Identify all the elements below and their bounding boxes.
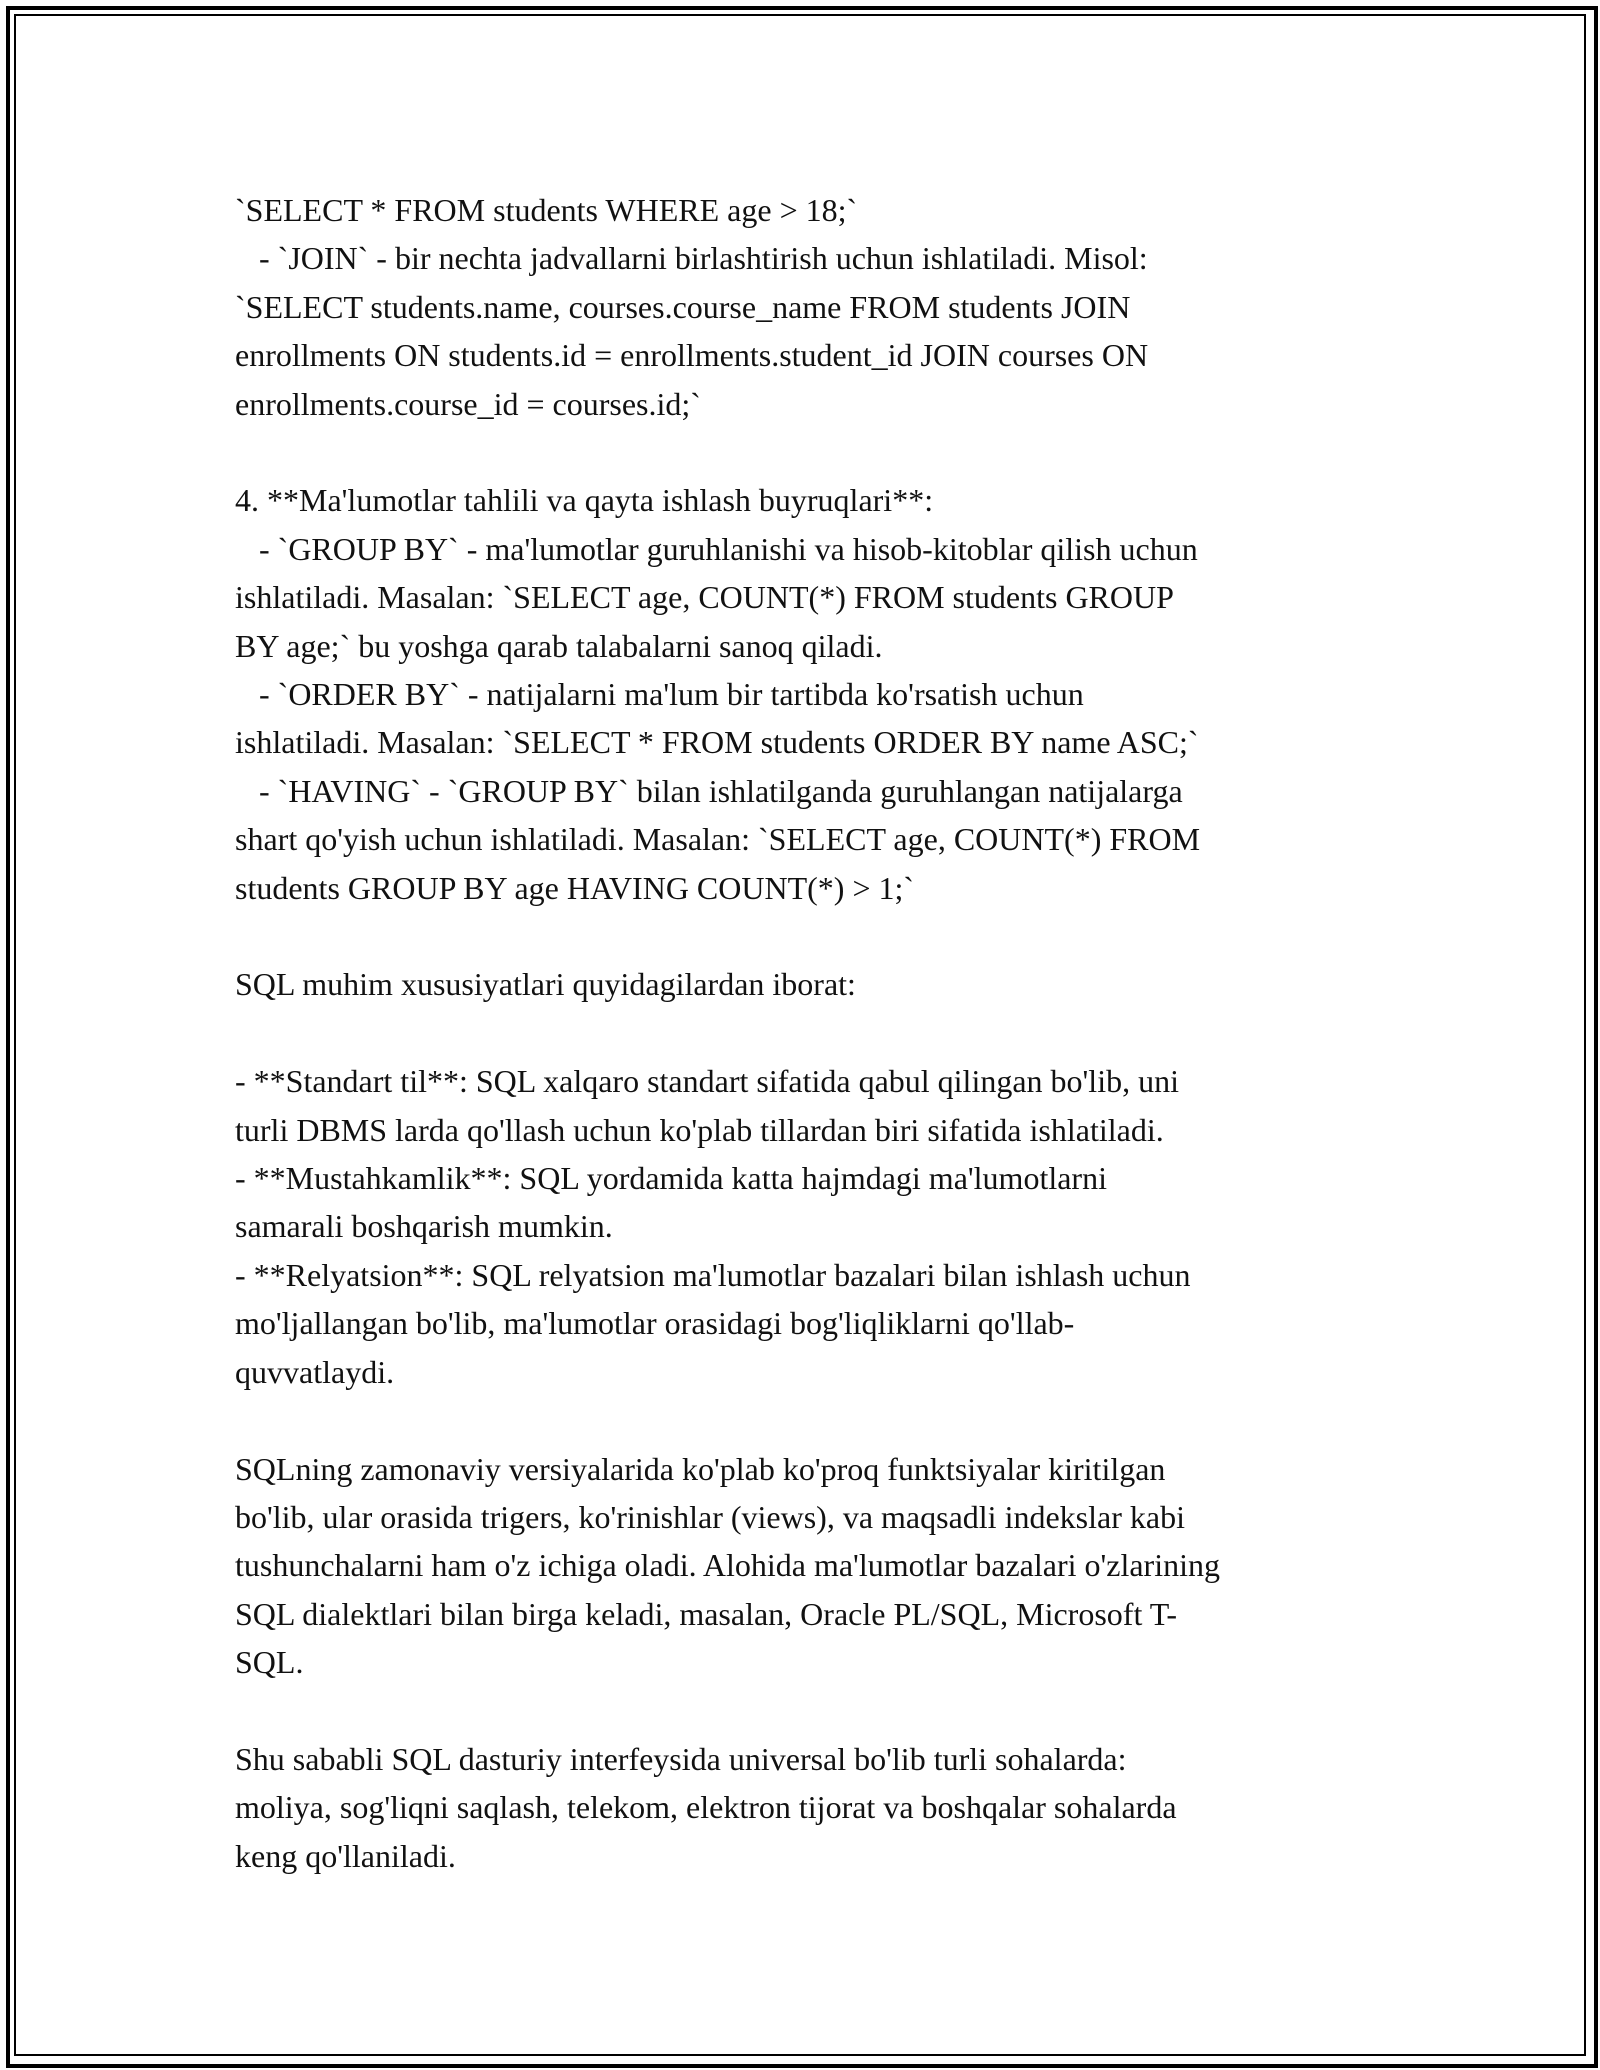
text-line: tushunchalarni ham o'z ichiga oladi. Alohida ma'lumotlar bazalari o'zlarining <box>235 1547 1220 1584</box>
blank-line <box>235 1009 1385 1057</box>
text-line: moliya, sog'liqni saqlash, telekom, elektron tijorat va boshqalar sohalarda <box>235 1789 1177 1826</box>
text-line: ishlatiladi. Masalan: `SELECT * FROM students ORDER BY name ASC;` <box>235 724 1199 761</box>
text-line: - `JOIN` - bir nechta jadvallarni birlashtirish uchun ishlatiladi. Misol: <box>235 240 1148 277</box>
text-line: - **Relyatsion**: SQL relyatsion ma'lumotlar bazalari bilan ishlash uchun <box>235 1256 1191 1293</box>
text-line: `SELECT students.name, courses.course_name FROM students JOIN <box>235 288 1131 325</box>
text-line: students GROUP BY age HAVING COUNT(*) > 1;` <box>235 869 915 906</box>
blank-line <box>235 428 1385 476</box>
text-line: Shu sababli SQL dasturiy interfeysida universal bo'lib turli sohalarda: <box>235 1740 1127 1777</box>
text-line: quvvatlaydi. <box>235 1353 395 1390</box>
text-line: - `ORDER BY` - natijalarni ma'lum bir tartibda ko'rsatish uchun <box>235 676 1084 713</box>
text-line: SQLning zamonaviy versiyalarida ko'plab ko'proq funktsiyalar kiritilgan <box>235 1450 1166 1487</box>
blank-line <box>235 1396 1385 1444</box>
text-line: keng qo'llaniladi. <box>235 1837 456 1874</box>
text-line: mo'ljallangan bo'lib, ma'lumotlar orasidagi bog'liqliklarni qo'llab- <box>235 1305 1075 1342</box>
text-line: - `HAVING` - `GROUP BY` bilan ishlatilganda guruhlangan natijalarga <box>235 772 1183 809</box>
text-line: shart qo'yish uchun ishlatiladi. Masalan: `SELECT age, COUNT(*) FROM <box>235 821 1201 858</box>
text-line: - **Standart til**: SQL xalqaro standart sifatida qabul qilingan bo'lib, uni <box>235 1063 1179 1100</box>
text-line: turli DBMS larda qo'llash uchun ko'plab tillardan biri sifatida ishlatiladi. <box>235 1111 1164 1148</box>
text-line: - `GROUP BY` - ma'lumotlar guruhlanishi va hisob-kitoblar qilish uchun <box>235 530 1198 567</box>
text-line: enrollments ON students.id = enrollments.student_id JOIN courses ON <box>235 337 1149 374</box>
text-line: ishlatiladi. Masalan: `SELECT age, COUNT(*) FROM students GROUP <box>235 579 1174 616</box>
text-line: SQL dialektlari bilan birga keladi, masalan, Oracle PL/SQL, Microsoft T- <box>235 1595 1178 1632</box>
text-line: bo'lib, ular orasida trigers, ko'rinishlar (views), va maqsadli indekslar kabi <box>235 1498 1185 1535</box>
text-line: BY age;` bu yoshga qarab talabalarni sanoq qiladi. <box>235 627 883 664</box>
text-line: - **Mustahkamlik**: SQL yordamida katta hajmdagi ma'lumotlarni <box>235 1160 1107 1197</box>
section-heading: 4. **Ma'lumotlar tahlili va qayta ishlash buyruqlari**: <box>235 482 934 519</box>
blank-line <box>235 912 1385 960</box>
document-body <box>235 186 1385 1880</box>
text-line: SQL. <box>235 1644 304 1681</box>
blank-line <box>235 1687 1385 1735</box>
text-line: SQL muhim xususiyatlari quyidagilardan iborat: <box>235 966 856 1003</box>
text-line: enrollments.course_id = courses.id;` <box>235 385 701 422</box>
text-line: `SELECT * FROM students WHERE age > 18;` <box>235 192 858 228</box>
text-line: samarali boshqarish mumkin. <box>235 1208 613 1245</box>
